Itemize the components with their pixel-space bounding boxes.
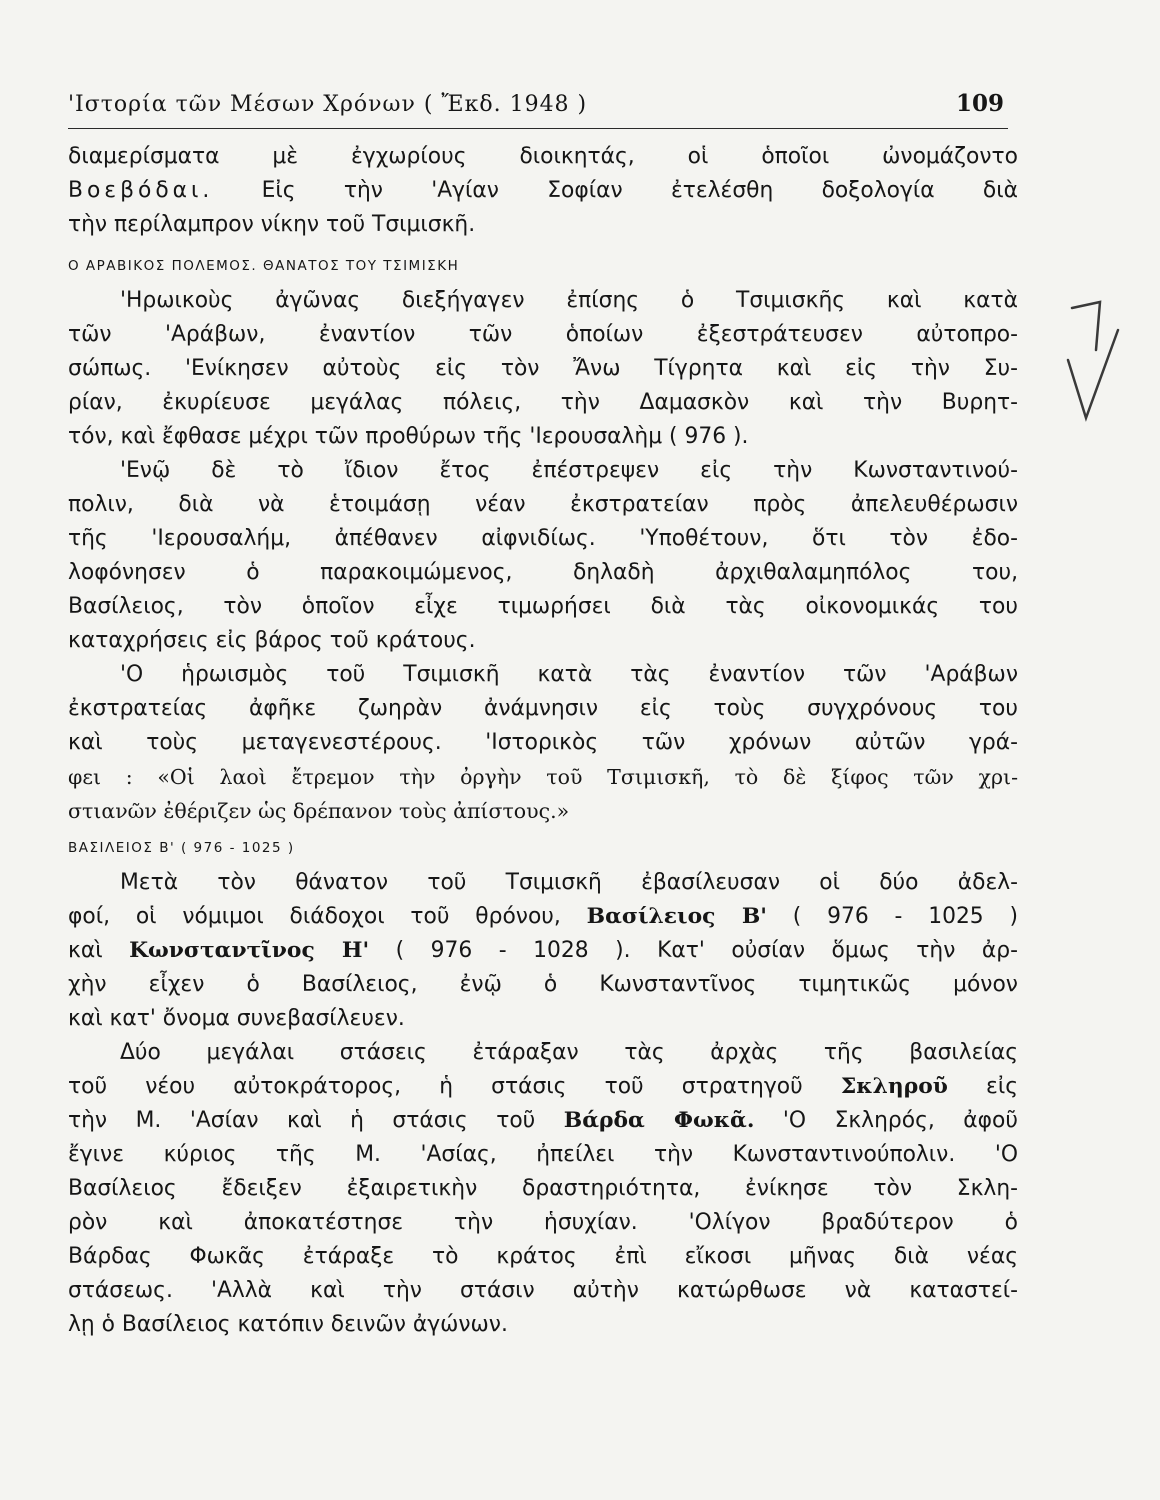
paragraph-revolts (68, 1036, 1018, 1342)
quote-line: στιανῶν ἐθέριζεν ὡς δρέπανον τοὺς ἀπίστους.» (68, 799, 570, 823)
paragraph-succession (68, 866, 1018, 1036)
body-text (68, 140, 1018, 1342)
text-fragment: φοί, οἱ νόμιμοι διάδοχοι τοῦ θρόνου, (68, 904, 587, 929)
text-fragment: τοῦ νέου αὐτοκράτορος, ἡ στάσις τοῦ στρατηγοῦ (68, 1074, 841, 1099)
text-fragment: καὶ (68, 938, 130, 963)
text-line: καταχρήσεις εἰς βάρος τοῦ κράτους. (68, 628, 476, 653)
text-line: τὴν περίλαμπρον νίκην τοῦ Τσιμισκῆ. (68, 212, 476, 237)
page-number: 109 (955, 90, 1004, 117)
text-line: Βασίλειος ἔδειξεν ἐξαιρετικὴν δραστηριότητα, ἐνίκησε τὸν Σκλη- (68, 1176, 1018, 1201)
text-fragment: εἰς (947, 1074, 1018, 1099)
text-line: 'Ενῷ δὲ τὸ ἴδιον ἔτος ἐπέστρεψεν εἰς τὴν Κωνσταντινού- (120, 458, 1018, 483)
name-constantine: Κωνσταντῖνος Η' (129, 938, 370, 963)
text-line (68, 900, 1018, 934)
text-line: τόν, καὶ ἔφθασε μέχρι τῶν προθύρων τῆς 'Ιερουσαλὴμ ( 976 ). (68, 424, 749, 449)
text-fragment: τὴν Μ. 'Ασίαν καὶ ἡ στάσις τοῦ (68, 1108, 564, 1133)
text-line: πολιν, διὰ νὰ ἑτοιμάσῃ νέαν ἐκστρατείαν πρὸς ἀπελευθέρωσιν (68, 492, 1018, 517)
text-line: ρίαν, ἐκυρίευσε μεγάλας πόλεις, τὴν Δαμασκὸν καὶ τὴν Βυρητ- (68, 390, 1018, 415)
text-line: λοφόνησεν ὁ παρακοιμώμενος, δηλαδὴ ἀρχιθαλαμηπόλος του, (68, 560, 1018, 585)
text-line: διαμερίσματα μὲ ἐγχωρίους διοικητάς, οἱ ὁποῖοι ὠνομάζοντο (68, 144, 1018, 169)
term-voevodes: Βοεβόδαι. (68, 178, 214, 203)
section-heading-arab-war: Ο ΑΡΑΒΙΚΟΣ ΠΟΛΕΜΟΣ. ΘΑΝΑΤΟΣ ΤΟΥ ΤΣΙΜΙΣΚΗ (68, 258, 460, 274)
text-line: τῆς 'Ιερουσαλήμ, ἀπέθανεν αἰφνιδίως. 'Υποθέτουν, ὅτι τὸν ἐδο- (68, 526, 1018, 551)
intro-paragraph (68, 140, 1018, 242)
text-line (68, 1104, 1018, 1138)
text-line (68, 174, 1018, 208)
paragraph-death (68, 454, 1018, 658)
handwritten-margin-note (1060, 290, 1130, 430)
text-line (68, 934, 1018, 968)
quote-line: φει : «Οἱ λαοὶ ἔτρεμον τὴν ὀργὴν τοῦ Τσιμισκῆ, τὸ δὲ ξίφος τῶν χρι- (68, 765, 1018, 789)
running-header (68, 88, 1008, 129)
running-title: 'Ιστορία τῶν Μέσων Χρόνων ( Ἔκδ. 1948 ) (68, 92, 588, 117)
text-line: σώπως. 'Ενίκησεν αὐτοὺς εἰς τὸν Ἄνω Τίγρητα καὶ εἰς τὴν Συ- (68, 356, 1018, 381)
name-bardas-phokas: Βάρδα Φωκᾶ. (563, 1108, 755, 1133)
text-line (68, 1070, 1018, 1104)
text-line: Βασίλειος, τὸν ὁποῖον εἶχε τιμωρήσει διὰ τὰς οἰκονομικάς του (68, 594, 1018, 619)
text-line: καὶ τοὺς μεταγενεστέρους. 'Ιστορικὸς τῶν χρόνων αὐτῶν γρά- (68, 730, 1018, 755)
text-fragment: ( 976 - 1028 ). Κατ' οὐσίαν ὅμως τὴν ἀρ- (369, 938, 1018, 963)
paragraph-arab-campaign (68, 284, 1018, 454)
text-line: χὴν εἶχεν ὁ Βασίλειος, ἐνῷ ὁ Κωνσταντῖνος τιμητικῶς μόνον (68, 972, 1018, 997)
text-fragment: ( 976 - 1025 ) (766, 904, 1018, 929)
text-fragment: Εἰς τὴν 'Αγίαν Σοφίαν ἐτελέσθη δοξολογία διὰ (213, 178, 1018, 203)
text-line: τῶν 'Αράβων, ἐναντίον τῶν ὁποίων ἐξεστράτευσεν αὐτοπρο- (68, 322, 1018, 347)
text-line: 'Ο ἡρωισμὸς τοῦ Τσιμισκῆ κατὰ τὰς ἐναντίον τῶν 'Αράβων (120, 662, 1018, 687)
name-skleros: Σκληροῦ (840, 1074, 948, 1099)
text-line: καὶ κατ' ὄνομα συνεβασίλευεν. (68, 1006, 405, 1031)
text-line: ἔγινε κύριος τῆς Μ. 'Ασίας, ἠπείλει τὴν Κωνσταντινούπολιν. 'Ο (68, 1142, 1018, 1167)
paragraph-heroism (68, 658, 1018, 828)
text-line: στάσεως. 'Αλλὰ καὶ τὴν στάσιν αὐτὴν κατώρθωσε νὰ καταστεί- (68, 1278, 1018, 1303)
text-line: Βάρδας Φωκᾶς ἐτάραξε τὸ κράτος ἐπὶ εἴκοσι μῆνας διὰ νέας (68, 1244, 1018, 1269)
text-line: ἐκστρατείας ἀφῆκε ζωηρὰν ἀνάμνησιν εἰς τοὺς συγχρόνους του (68, 696, 1018, 721)
text-line: λῃ ὁ Βασίλειος κατόπιν δεινῶν ἀγώνων. (68, 1312, 508, 1337)
text-line: 'Ηρωικοὺς ἀγῶνας διεξήγαγεν ἐπίσης ὁ Τσιμισκῆς καὶ κατὰ (120, 288, 1018, 313)
name-basil: Βασίλειος Β' (586, 904, 767, 929)
text-line: Δύο μεγάλαι στάσεις ἐτάραξαν τὰς ἀρχὰς τῆς βασιλείας (120, 1040, 1018, 1065)
text-fragment: 'Ο Σκληρός, ἀφοῦ (754, 1108, 1018, 1133)
section-heading-basil: ΒΑΣΙΛΕΙΟΣ Β' ( 976 - 1025 ) (68, 840, 295, 856)
margin-note-text: 7 (1080, 340, 1081, 341)
text-line: ρὸν καὶ ἀποκατέστησε τὴν ἡσυχίαν. 'Ολίγον βραδύτερον ὁ (68, 1210, 1018, 1235)
text-line: Μετὰ τὸν θάνατον τοῦ Τσιμισκῆ ἐβασίλευσαν οἱ δύο ἀδελ- (120, 870, 1018, 895)
